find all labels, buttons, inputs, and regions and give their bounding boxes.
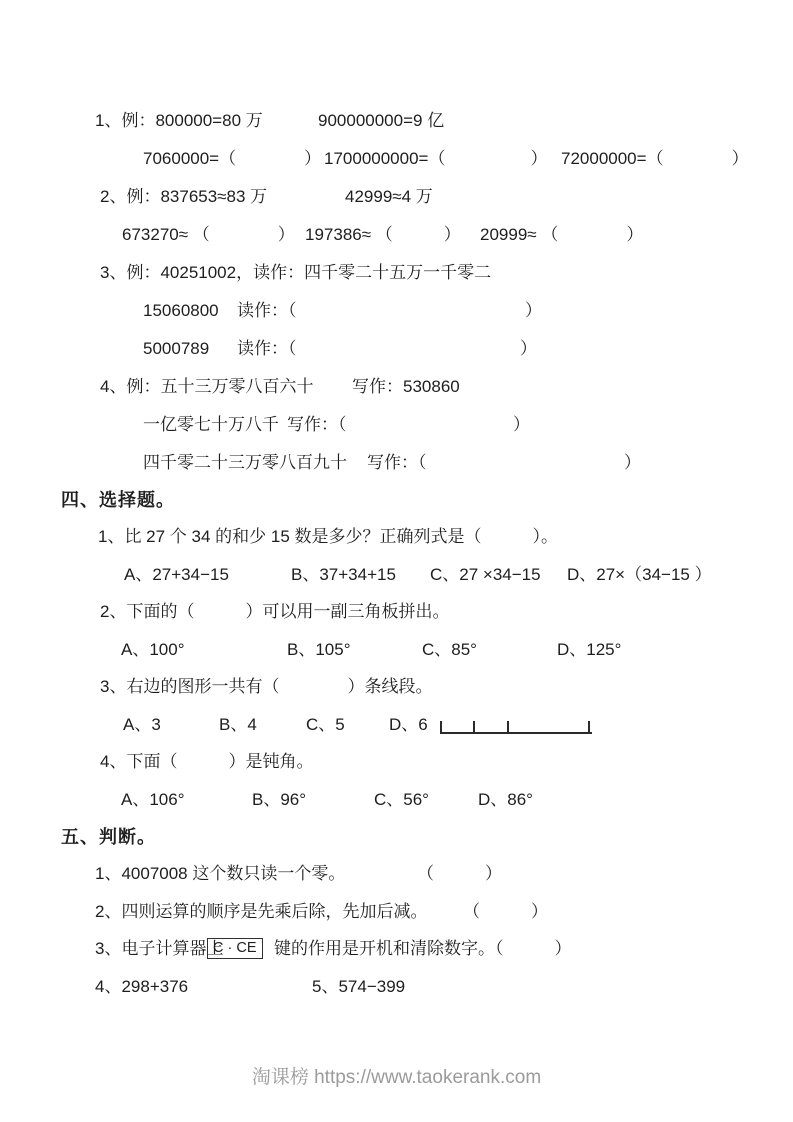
fill-item-3-blank-1-text: 15060800: [143, 301, 219, 320]
choice-q3-options-text: D、6: [389, 715, 428, 734]
section-4-heading-text: 四、选择题。: [61, 490, 175, 510]
choice-q3-options-text: C、5: [306, 715, 345, 734]
figure-tick: [473, 721, 475, 733]
line-segment-figure: [440, 718, 592, 734]
choice-q3-options-text: A、3: [123, 715, 161, 734]
section-4-heading: [0, 487, 793, 513]
fill-item-4-example-text: 4、例：五十三万零八百六十: [100, 377, 314, 396]
fill-item-1-example-text: 900000000=9 亿: [318, 111, 445, 130]
figure-baseline: [440, 732, 592, 734]
choice-q4-options-text: D、86°: [478, 790, 533, 809]
choice-q1-options-text: B、37+34+15: [291, 565, 396, 584]
calc-q4-q5: [0, 974, 793, 1000]
choice-q4: [0, 749, 793, 775]
choice-q3-options: [0, 712, 793, 738]
judge-q3: [0, 936, 793, 962]
choice-q4-options-text: A、106°: [121, 790, 185, 809]
section-5-heading: [0, 824, 793, 850]
choice-q4-text: 4、下面（ ）是钝角。: [100, 752, 314, 771]
fill-item-2-blanks-text: 20999≈ （ ）: [480, 225, 644, 244]
choice-q1-options-text: D、27×（34−15 ）: [567, 565, 712, 584]
fill-item-1-blanks-text: 1700000000=（ ）: [324, 149, 548, 168]
choice-q1-options: [0, 562, 793, 588]
fill-item-4-example-text: 写作：530860: [352, 377, 460, 396]
judge-q1-text: 1、4007008 这个数只读一个零。: [95, 864, 346, 883]
judge-q3-text: 键的作用是开机和清除数字。（ ）: [274, 939, 572, 958]
judge-q3-text: 3、电子计算器上: [95, 939, 224, 958]
choice-q2-options-text: D、125°: [557, 640, 622, 659]
choice-q3: [0, 674, 793, 700]
choice-q3-options-text: B、4: [219, 715, 257, 734]
fill-item-3-blank-2-text: ）: [520, 339, 537, 358]
choice-q2-text: 2、下面的（ ）可以用一副三角板拼出。: [100, 602, 450, 621]
calculator-key-box: C · CE: [207, 938, 263, 959]
choice-q2-options-text: B、105°: [287, 640, 351, 659]
fill-item-4-blank-1-text: 一亿零七十万八千: [143, 415, 279, 434]
footer-watermark: [0, 1062, 793, 1089]
fill-item-4-blank-1-text: 写作：（: [287, 415, 347, 434]
fill-item-1-example: [0, 108, 793, 134]
fill-item-1-blanks: [0, 146, 793, 172]
judge-q2-text: （ ）: [463, 902, 548, 921]
fill-item-2-example-text: 42999≈4 万: [345, 187, 433, 206]
fill-item-4-example: [0, 374, 793, 400]
fill-item-2-example: [0, 184, 793, 210]
fill-item-1-blanks-text: 72000000=（ ）: [561, 149, 749, 168]
judge-q2: [0, 899, 793, 925]
fill-item-3-example: [0, 260, 793, 286]
choice-q1: [0, 524, 793, 550]
choice-q2-options-text: A、100°: [121, 640, 185, 659]
fill-item-4-blank-1-text: ）: [513, 415, 530, 434]
figure-tick: [440, 721, 442, 733]
fill-item-4-blank-2-text: ）: [624, 453, 641, 472]
fill-item-3-example-text: 3、例：40251002，读作：四千零二十五万一千零二: [100, 263, 492, 282]
choice-q4-options-text: B、96°: [252, 790, 307, 809]
choice-q1-options-text: A、27+34−15: [124, 565, 229, 584]
fill-item-4-blank-2-text: 写作：（: [367, 453, 427, 472]
fill-item-3-blank-2-text: 5000789: [143, 339, 210, 358]
judge-q1: [0, 861, 793, 887]
fill-item-2-blanks-text: 673270≈ （ ）: [122, 225, 295, 244]
fill-item-2-blanks-text: 197386≈ （ ）: [305, 225, 461, 244]
fill-item-3-blank-1-text: 读作：（: [237, 301, 297, 320]
judge-q1-text: （ ）: [417, 864, 502, 883]
choice-q4-options-text: C、56°: [374, 790, 429, 809]
figure-tick: [507, 721, 509, 733]
choice-q3-text: 3、右边的图形一共有（ ）条线段。: [100, 677, 433, 696]
fill-item-2-blanks: [0, 222, 793, 248]
fill-item-4-blank-2: [0, 450, 793, 476]
fill-item-1-example-text: 1、例：800000=80 万: [95, 111, 263, 130]
fill-item-3-blank-1-text: ）: [525, 301, 542, 320]
fill-item-4-blank-2-text: 四千零二十三万零八百九十: [143, 453, 347, 472]
footer-text: 淘课榜 https://www.taokerank.com: [251, 1067, 542, 1088]
fill-item-3-blank-1: [0, 298, 793, 324]
judge-q2-text: 2、四则运算的顺序是先乘后除，先加后减。: [95, 902, 428, 921]
fill-item-3-blank-2: [0, 336, 793, 362]
calc-q4-q5-text: 4、298+376: [95, 977, 189, 996]
fill-item-4-blank-1: [0, 412, 793, 438]
choice-q2: [0, 599, 793, 625]
choice-q1-text: 1、比 27 个 34 的和少 15 数是多少？正确列式是（ ）。: [98, 527, 559, 546]
section-5-heading-text: 五、判断。: [61, 827, 156, 847]
choice-q2-options: [0, 637, 793, 663]
calc-q4-q5-text: 5、574−399: [312, 977, 406, 996]
fill-item-3-blank-2-text: 读作：（: [237, 339, 297, 358]
fill-item-1-blanks-text: 7060000=（ ）: [143, 149, 322, 168]
choice-q1-options-text: C、27 ×34−15: [430, 565, 541, 584]
choice-q2-options-text: C、85°: [422, 640, 477, 659]
figure-tick: [588, 721, 590, 733]
fill-item-2-example-text: 2、例：837653≈83 万: [100, 187, 268, 206]
choice-q4-options: [0, 787, 793, 813]
